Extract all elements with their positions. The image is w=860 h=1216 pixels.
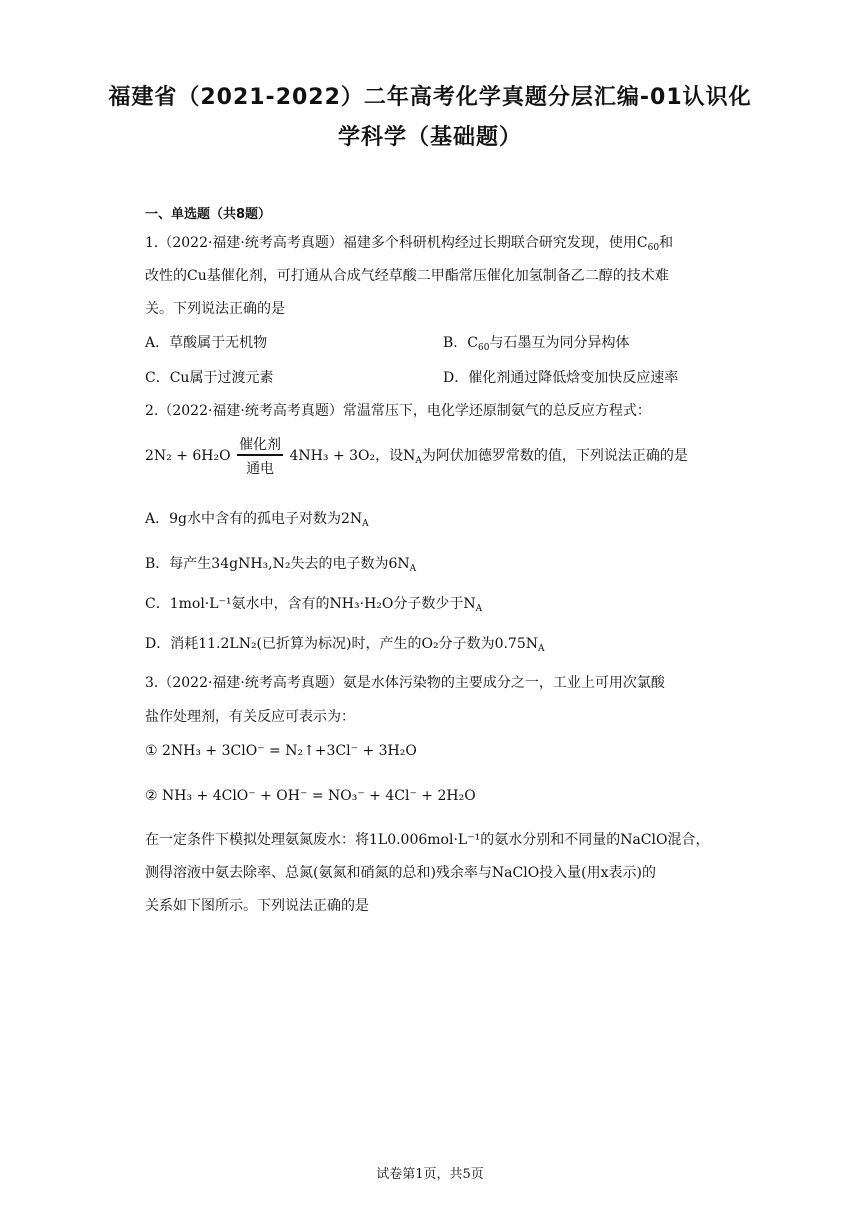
page-title-line1: 福建省（2021-2022）二年高考化学真题分层汇编-01认识化 [108, 85, 752, 110]
q2-opta-text: A．9g水中含有的孤电子对数为2N [145, 511, 363, 527]
q2-stem-line1: 2.（2022·福建·统考高考真题）常温常压下，电化学还原制氨气的总反应方程式： [145, 403, 651, 419]
q1-option-b[interactable] [443, 332, 629, 353]
q1-optb-pre: B．C [443, 335, 478, 351]
q3-reaction-2: ② NH₃ + 4ClO⁻ + OH⁻ = NO₃⁻ + 4Cl⁻ + 2H₂O [145, 788, 476, 804]
q1-optb-sub: 60 [478, 343, 490, 353]
q3-stem-line4: 测得溶液中氨去除率、总氮(氨氮和硝氮的总和)残余率与NaClO投入量(用x表示)的 [145, 865, 657, 881]
q1-stem-line2: 改性的Cu基催化剂，可打通从合成气经草酸二甲酯常压催化加氢制备乙二醇的技术难 [145, 268, 669, 284]
q2-optd-sub: A [538, 644, 545, 654]
section-heading: 一、单选题（共8题） [145, 207, 272, 222]
q1-sub: 60 [647, 243, 660, 253]
q2-eq-tail: ，设N [375, 448, 416, 464]
q2-eq-condition: 通电 [246, 461, 275, 477]
q3-stem-line3: 在一定条件下模拟处理氨氮废水：将1L0.006mol·L⁻¹的氨水分别和不同量的NaClO混合， [145, 832, 710, 848]
page-title-line2: 学科学（基础题） [337, 125, 522, 150]
q2-optb-sub: A [409, 564, 417, 574]
q2-eq-arrow [237, 434, 283, 478]
q1-stem-line1 [145, 232, 673, 253]
q1-prefix: 1.（2022·福建·统考高考真题）福建多个科研机构经过长期联合研究发现，使用C [145, 235, 648, 251]
q2-option-c[interactable] [145, 593, 482, 614]
q2-optc-text: C．1mol·L⁻¹氨水中，含有的NH₃·H₂O分子数少于N [145, 596, 476, 612]
q2-eq-left: 2N₂ + 6H₂O [145, 448, 231, 464]
page-footer: 试卷第1页，共5页 [376, 1167, 484, 1182]
q2-eq-tail-post: 为阿伏加德罗常数的值，下列说法正确的是 [421, 448, 688, 464]
q2-option-d[interactable] [145, 633, 545, 654]
q2-optb-text: B．每产生34gNH₃,N₂失去的电子数为6N [145, 556, 410, 572]
q2-optc-sub: A [475, 604, 483, 614]
q1-line1-end: 和 [659, 235, 674, 251]
q3-stem-line5: 关系如下图所示。下列说法正确的是 [145, 898, 369, 914]
q2-opta-sub: A [362, 519, 369, 529]
q3-stem-line2: 盐作处理剂，有关反应可表示为： [145, 709, 355, 725]
q1-stem-line3: 关。下列说法正确的是 [145, 301, 285, 317]
q2-eq-right: 4NH₃ + 3O₂ [289, 448, 376, 464]
q2-equation [145, 434, 688, 478]
q1-optb-post: 与石墨互为同分异构体 [489, 335, 630, 351]
q1-option-c[interactable]: C．Cu属于过渡元素 [145, 370, 274, 386]
q2-optd-text: D．消耗11.2LN₂(已折算为标况)时，产生的O₂分子数为0.75N [145, 636, 538, 652]
q2-eq-tail-sub: A [415, 456, 422, 466]
q2-eq-catalyst: 催化剂 [237, 434, 283, 456]
q3-stem-line1: 3.（2022·福建·统考高考真题）氨是水体污染物的主要成分之一，工业上可用次氯酸 [145, 675, 665, 691]
q3-reaction-1: ① 2NH₃ + 3ClO⁻ = N₂↑+3Cl⁻ + 3H₂O [145, 743, 417, 759]
q1-option-a[interactable]: A．草酸属于无机物 [145, 335, 268, 351]
q1-option-d[interactable]: D．催化剂通过降低焓变加快反应速率 [443, 370, 679, 386]
q2-option-b[interactable] [145, 553, 416, 574]
q2-option-a[interactable] [145, 508, 369, 529]
